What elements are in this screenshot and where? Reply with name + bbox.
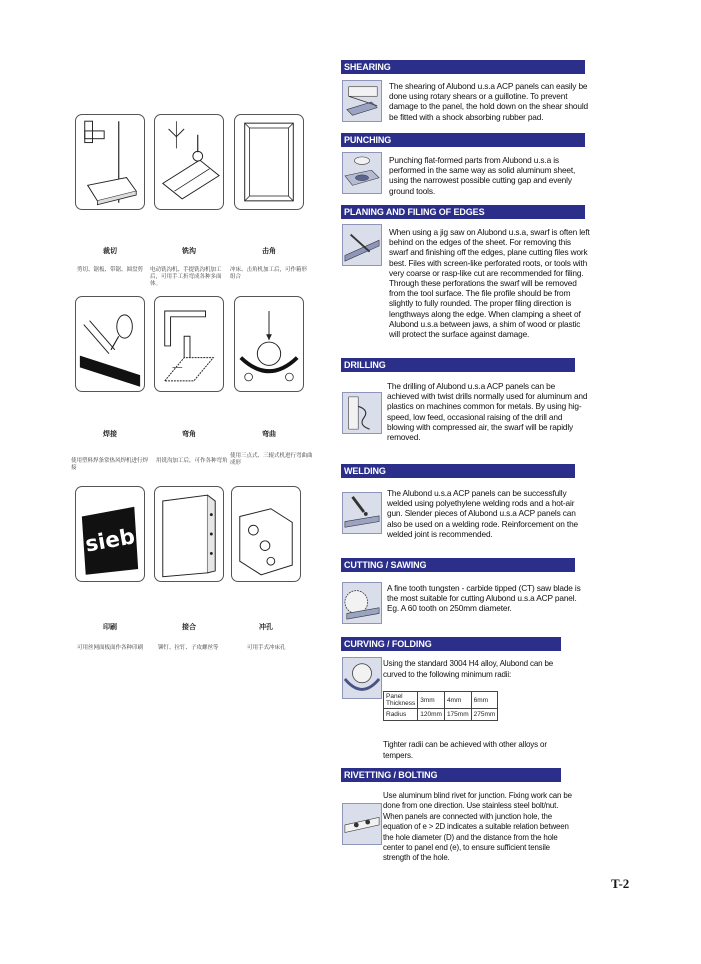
section-heading-rivetting-bolting: RIVETTING / BOLTING <box>341 768 561 782</box>
table-row <box>384 692 498 709</box>
tile-description: 冲床、击角机加工后，可作箱形组合 <box>230 267 308 280</box>
bending-angle-diagram <box>154 296 224 392</box>
section-heading-planing-filing: PLANING AND FILING OF EDGES <box>341 205 585 219</box>
file-icon <box>342 224 382 266</box>
page-number: T-2 <box>611 876 630 891</box>
section-heading-cutting-sawing: CUTTING / SAWING <box>341 558 575 572</box>
curving-diagram <box>234 296 304 392</box>
tile-title: 接合 <box>182 624 196 631</box>
section-heading-welding: WELDING <box>341 464 575 478</box>
tile-description: 可用丝网面板面作各种印刷 <box>77 645 144 651</box>
section-body-drilling: The drilling of Alubond u.s.a ACP panels can be achieved with twist drills normally used for aluminum and plastics on machines common for metals. By using hig- speed, low feed, occasional raising of the drill and blowing with compressed air, the swarf will be rapidly removed. <box>387 381 588 443</box>
table-cell: 4mm <box>444 692 471 709</box>
section-body-shearing: The shearing of Alubond u.s.a ACP panels can easily be done using rotary shears or a guillotine. To prevent damage to the panel, the hold down on the shear should be fitted with a shock absorbing rubber pad. <box>389 81 589 122</box>
table-cell: 6mm <box>471 692 498 709</box>
section-heading-punching: PUNCHING <box>341 133 585 147</box>
section-heading-shearing: SHEARING <box>341 60 585 74</box>
tile-title: 印刷 <box>103 624 117 631</box>
tile-description: 铆钉、拉钉、子攻螺丝等 <box>158 645 219 651</box>
section-body-punching: Punching flat-formed parts from Alubond u.s.a is performed in the same way as solid aluminum sheet, using the narrowest possible cutting gap and evenly ground tools. <box>389 155 576 196</box>
tile-description: 剪切、锯板、带锯、圆盘剪 <box>77 267 144 273</box>
curve-icon <box>342 657 382 699</box>
joining-diagram <box>154 486 224 582</box>
section-heading-drilling: DRILLING <box>341 358 575 372</box>
section-body-rivetting-bolting: Use aluminum blind rivet for junction. Fixing work can be done from one direction. Use stainless steel bolt/nut. When panels are connected with junction hole, the equation of e > 2D indicates a suitable relation between the hole diameter (D) and the distance from the hole center to panel end (e), to ensure sufficient tensile strength of the hole. <box>383 791 572 863</box>
tile-description: 用铣沟加工后，可作各种弯角 <box>156 458 228 464</box>
tile-description: 可用手式冲床孔 <box>247 645 286 651</box>
rivet-icon <box>342 803 382 845</box>
welding-diagram <box>75 296 145 392</box>
grooving-diagram <box>154 114 224 210</box>
printing-diagram <box>75 486 145 582</box>
table-cell: 120mm <box>418 709 445 721</box>
tile-title: 焊接 <box>103 431 117 438</box>
table-cell: 275mm <box>471 709 498 721</box>
section-body-planing-filing: When using a jig saw on Alubond u.s.a, swarf is often left behind on the edges of the sheet. For removing this swarf and finishing off the edges, plane cutting files work best. Files with screen-like perforated roots, or tools with very coarse or rasp-like cut are recommended for filing. Through these perforations the swarf will be removed from the tool surface. The file profile should be from slightly to fully rounded. The proper filing direction is lengthways along the edge. When clamping a sheet of Alubond u.s.a between jaws, a shim of wood or plastic will protect the surface against damage. <box>389 227 590 340</box>
tile-title: 弯曲 <box>262 431 276 438</box>
corner-notching-diagram <box>234 114 304 210</box>
section-footnote-curving-folding: Tighter radii can be achieved with other alloys or tempers. <box>383 740 547 760</box>
print-sample-text: sieb <box>83 524 137 558</box>
section-body-curving-folding: Using the standard 3004 H4 alloy, Alubond can be curved to the following minimum radii: <box>383 659 554 679</box>
tile-title: 铣沟 <box>182 248 196 255</box>
tile-title: 弯角 <box>182 431 196 438</box>
weld-icon <box>342 492 382 534</box>
table-cell: 3mm <box>418 692 445 709</box>
tile-title: 裁切 <box>103 248 117 255</box>
shear-icon <box>342 80 382 122</box>
saw-icon <box>342 582 382 624</box>
tile-description: 电动铣沟机、手提铣沟机加工后，可用手工折弯成各种多面体。 <box>150 267 222 287</box>
table-cell: Radius <box>384 709 418 721</box>
section-body-welding: The Alubond u.s.a ACP panels can be successfully welded using polyethylene welding rods and a hot-air gun. Slender pieces of Alubond u.s.a ACP panels can also be used on a welding rode. Reinforcement on the welded joint is recommended. <box>387 488 578 539</box>
hole-punching-diagram <box>231 486 301 582</box>
tile-title: 冲孔 <box>259 624 273 631</box>
table-cell: Panel Thickness <box>384 692 418 709</box>
tile-description: 使用三点式、三辊式机进行弯曲曲成形 <box>230 453 313 466</box>
cutting-diagram <box>75 114 145 210</box>
minimum-radii-table <box>383 691 498 721</box>
section-heading-curving-folding: CURVING / FOLDING <box>341 637 561 651</box>
tile-title: 击角 <box>262 248 276 255</box>
punch-icon <box>342 152 382 194</box>
table-cell: 175mm <box>444 709 471 721</box>
table-row <box>384 709 498 721</box>
drill-icon <box>342 392 382 434</box>
tile-description: 使用塑料焊条常热风焊机进行焊接 <box>71 458 149 471</box>
section-body-cutting-sawing: A fine tooth tungsten - carbide tipped (CT) saw blade is the most suitable for cutting Alubond u.s.a ACP panel. Eg. A 60 tooth on 250mm diameter. <box>387 583 581 614</box>
